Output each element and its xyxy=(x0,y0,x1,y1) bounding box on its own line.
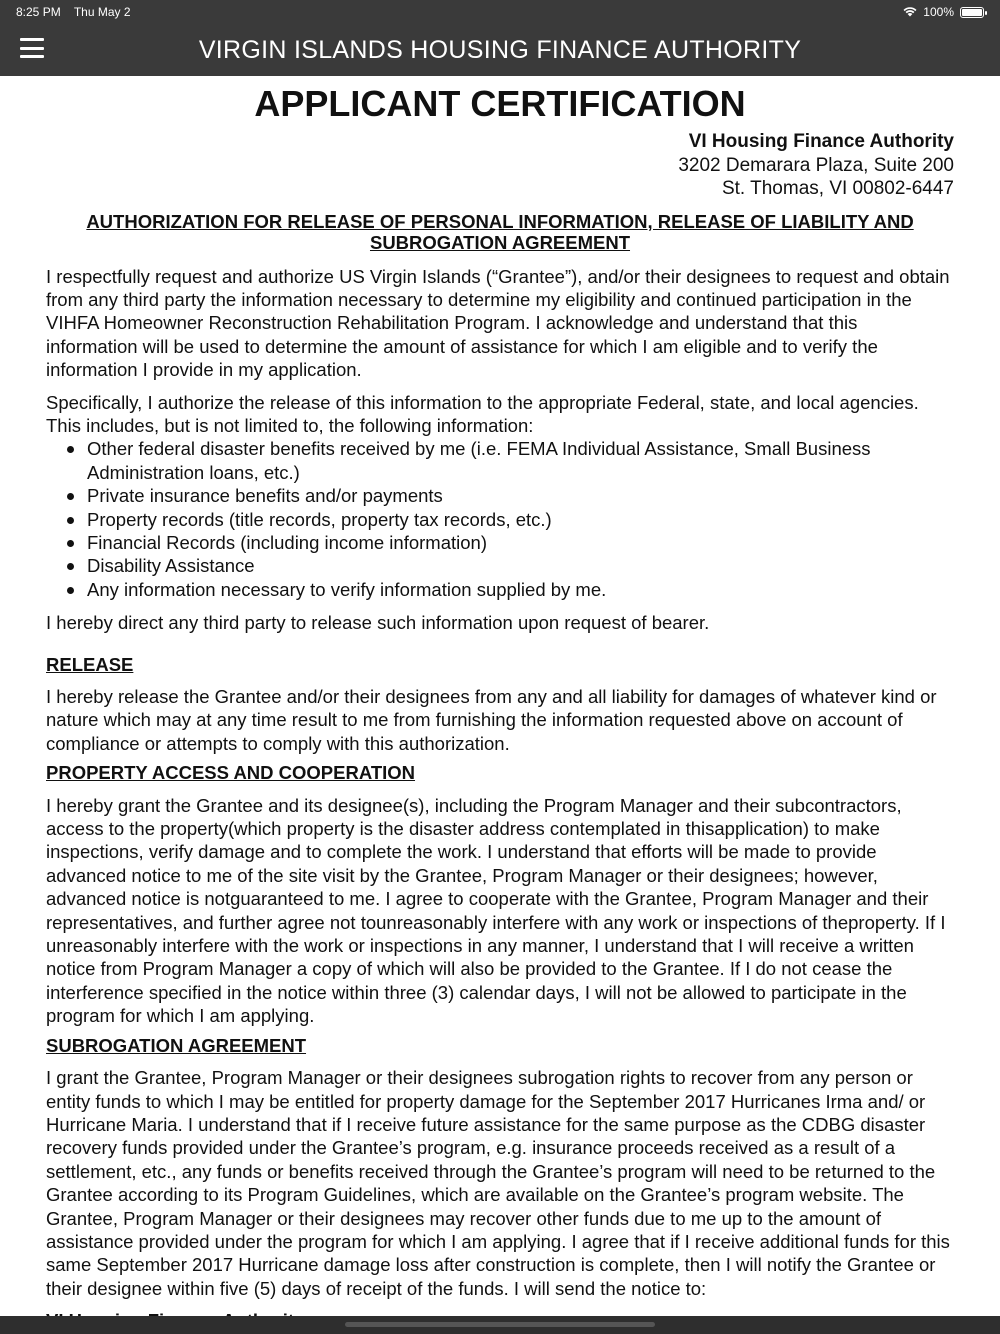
address-line1: 3202 Demarara Plaza, Suite 200 xyxy=(678,154,954,176)
property-paragraph: I hereby grant the Grantee and its designee(s), including the Program Manager and their subcontractors, access to the property(which property is the disaster address contemplated in thisapplication) to make inspections, verify damage and to complete the work. I understand that efforts will be made to provide advanced notice to me of the site visit by the Grantee, Program Manager or their designees; however, advanced notice is notguaranteed to me. I agree to cooperate with the Grantee, Program Manager and their representatives, and further agree not tounreasonably interfere with any work or inspections of theproperty. If I unreasonably interfere with the work or inspections in any manner, I understand that I will receive a written notice from Program Manager a copy of which will also be provided to the Grantee. If I do not cease the interference specified in the notice within three (3) calendar days, I will not be allowed to participate in the program for which I am applying. xyxy=(46,794,946,1027)
list-item: Disability Assistance xyxy=(46,554,954,577)
document-content[interactable] xyxy=(46,78,954,1316)
intro-paragraph: I respectfully request and authorize US Virgin Islands (“Grantee”), and/or their designees to request and obtain from any third party the information necessary to determine my eligibility and continued participation in the VIHFA Homeowner Reconstruction Rehabilitation Program. I acknowledge and understand that this information will be used to determine the amount of assistance for which I am eligible and to verify the information I provide in my application. xyxy=(46,265,950,381)
specifically-paragraph: Specifically, I authorize the release of this information to the appropriate Federal, state, and local agencies. This includes, but is not limited to, the following information: xyxy=(46,391,919,436)
status-right xyxy=(903,5,984,19)
address-name: VI Housing Finance Authority xyxy=(688,131,954,152)
subrogation-paragraph: I grant the Grantee, Program Manager or their designees subrogation rights to recover from any person or entity funds to which I may be entitled for property damage for the September 2017 Hurricanes Irma and/ or Hurricane Maria. I understand that if I receive future assistance for the same purpose as the CDBG disaster recovery funds provided under the Grantee’s program, e.g. insurance proceeds received as a result of a settlement, etc., any funds or benefits received through the Grantee’s program will need to be returned to the Grantee according to its Program Guidelines, which are available on the Grantee’s program website. The Grantee, Program Manager or their designees may recover other funds due to me up to the amount of assistance provided under the program for which I am applying. I agree that if I receive additional funds for this same September 2017 Hurricane damage loss after construction is complete, then I will notify the Grantee or their designee within five (5) days of receipt of the funds. I will send the notice to: xyxy=(46,1067,950,1299)
address-line2: St. Thomas, VI 00802-6447 xyxy=(721,178,954,199)
wifi-icon xyxy=(903,7,917,17)
list-item: Private insurance benefits and/or payments xyxy=(46,484,954,507)
property-heading: PROPERTY ACCESS AND COOPERATION xyxy=(46,762,416,784)
battery-fill xyxy=(962,9,982,16)
bottom-bar xyxy=(0,1316,1000,1334)
release-paragraph: I hereby release the Grantee and/or their designees from any and all liability for damages of whatever kind or nature which may at any time result to me from furnishing the information requested above on account of compliance or attempts to comply with this authorization. xyxy=(46,686,937,754)
hamburger-menu-icon[interactable] xyxy=(20,38,44,58)
app-header xyxy=(0,24,1000,76)
list-item: Other federal disaster benefits received by me (i.e. FEMA Individual Assistance, Small Business Administration loans, etc.) xyxy=(46,437,954,484)
list-item: Property records (title records, property tax records, etc.) xyxy=(46,508,954,531)
direct-paragraph: I hereby direct any third party to release such information upon request of bearer. xyxy=(46,612,710,634)
release-heading: RELEASE xyxy=(46,653,134,675)
subrogation-heading: SUBROGATION AGREEMENT xyxy=(46,1034,307,1056)
home-indicator[interactable] xyxy=(345,1322,655,1327)
info-list xyxy=(46,437,954,601)
battery-percent: 100% xyxy=(923,5,954,19)
list-item: Any information necessary to verify information supplied by me. xyxy=(46,578,954,601)
app-title: VIRGIN ISLANDS HOUSING FINANCE AUTHORITY xyxy=(198,35,802,64)
authorization-heading: AUTHORIZATION FOR RELEASE OF PERSONAL INFORMATION, RELEASE OF LIABILITY AND SUBROGATION AGREEMENT xyxy=(86,210,914,253)
status-date: Thu May 2 xyxy=(73,5,131,19)
status-left xyxy=(16,5,141,19)
list-item: Financial Records (including income information) xyxy=(46,531,954,554)
status-time: 8:25 PM xyxy=(16,5,61,19)
document-title: APPLICANT CERTIFICATION xyxy=(254,83,746,124)
address-block xyxy=(46,130,954,201)
status-bar xyxy=(0,0,1000,24)
battery-icon xyxy=(960,7,984,18)
